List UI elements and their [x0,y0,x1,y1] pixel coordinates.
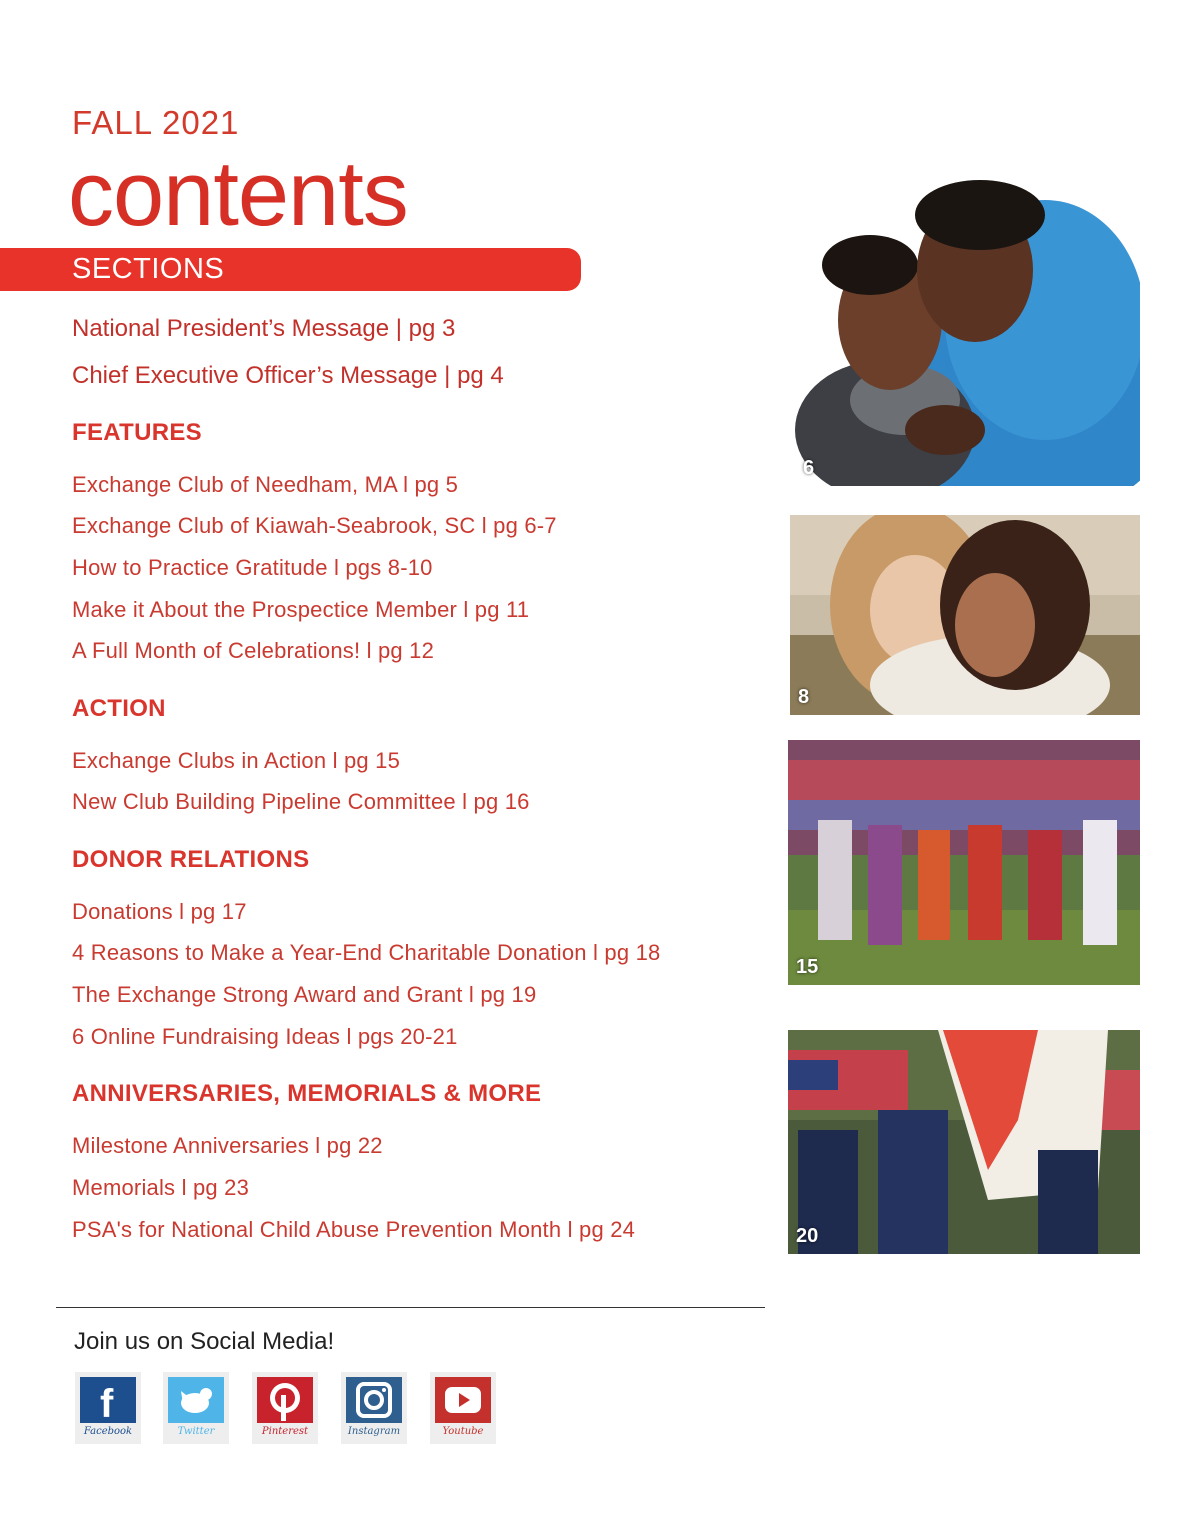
pinterest-link[interactable] [252,1372,318,1444]
toc-item[interactable]: Milestone Anniversaries l pg 22 [72,1133,383,1158]
social-label: Instagram [347,1426,401,1437]
photo-grandmother-hug [795,170,1140,486]
svg-text:f: f [100,1382,114,1423]
facebook-link[interactable] [75,1372,141,1444]
toc-item[interactable]: How to Practice Gratitude l pgs 8-10 [72,555,433,580]
toc-item[interactable]: 6 Online Fundraising Ideas l pgs 20-21 [72,1024,458,1049]
toc-item[interactable]: Exchange Clubs in Action l pg 15 [72,748,401,773]
toc-item[interactable]: Chief Executive Officer’s Message | pg 4 [72,362,504,389]
twitter-link[interactable] [163,1372,229,1444]
sections-banner-label: SECTIONS [72,253,225,285]
toc-item[interactable]: Exchange Club of Kiawah-Seabrook, SC l pg 6-7 [72,513,557,538]
toc-item[interactable]: Make it About the Prospectice Member l pg 11 [72,597,530,622]
photo-page-number: 6 [803,457,815,479]
toc-item[interactable]: Exchange Club of Needham, MA l pg 5 [72,472,459,497]
social-heading: Join us on Social Media! [74,1328,335,1355]
section-heading-features: FEATURES [72,419,202,446]
social-label: Twitter [177,1426,215,1437]
section-heading-donor-relations: DONOR RELATIONS [72,846,310,873]
photo-women-hug [790,515,1140,715]
section-heading-anniversaries: ANNIVERSARIES, MEMORIALS & MORE [72,1080,542,1107]
toc-item[interactable]: 4 Reasons to Make a Year-End Charitable Donation l pg 18 [72,940,661,965]
toc-item[interactable]: Memorials l pg 23 [72,1175,250,1200]
facebook-icon [80,1377,136,1423]
toc-item[interactable]: National President’s Message | pg 3 [72,315,456,342]
social-label: Pinterest [261,1426,309,1437]
sections-banner [0,248,581,291]
social-label: Facebook [83,1426,133,1437]
toc-item[interactable]: Donations l pg 17 [72,899,247,924]
toc-item[interactable]: PSA's for National Child Abuse Prevention Month l pg 24 [72,1217,636,1242]
photo-flags-singers [788,740,1140,985]
divider [56,1307,765,1308]
toc-item[interactable]: The Exchange Strong Award and Grant l pg 19 [72,982,537,1007]
pinterest-icon [257,1377,313,1423]
photo-page-number: 15 [796,956,819,978]
photo-color-guard [788,1030,1140,1254]
photo-page-number: 20 [796,1225,819,1247]
section-heading-action: ACTION [72,695,166,722]
twitter-icon [168,1377,224,1423]
photo-page-number: 8 [798,686,810,708]
youtube-link[interactable] [430,1372,496,1444]
instagram-link[interactable] [341,1372,407,1444]
page-title: contents [68,143,408,245]
issue-label: FALL 2021 [72,104,240,141]
youtube-icon [435,1377,491,1423]
toc-item[interactable]: A Full Month of Celebrations! l pg 12 [72,638,435,663]
instagram-icon [346,1377,402,1423]
toc-item[interactable]: New Club Building Pipeline Committee l pg 16 [72,789,530,814]
social-label: Youtube [442,1426,484,1437]
